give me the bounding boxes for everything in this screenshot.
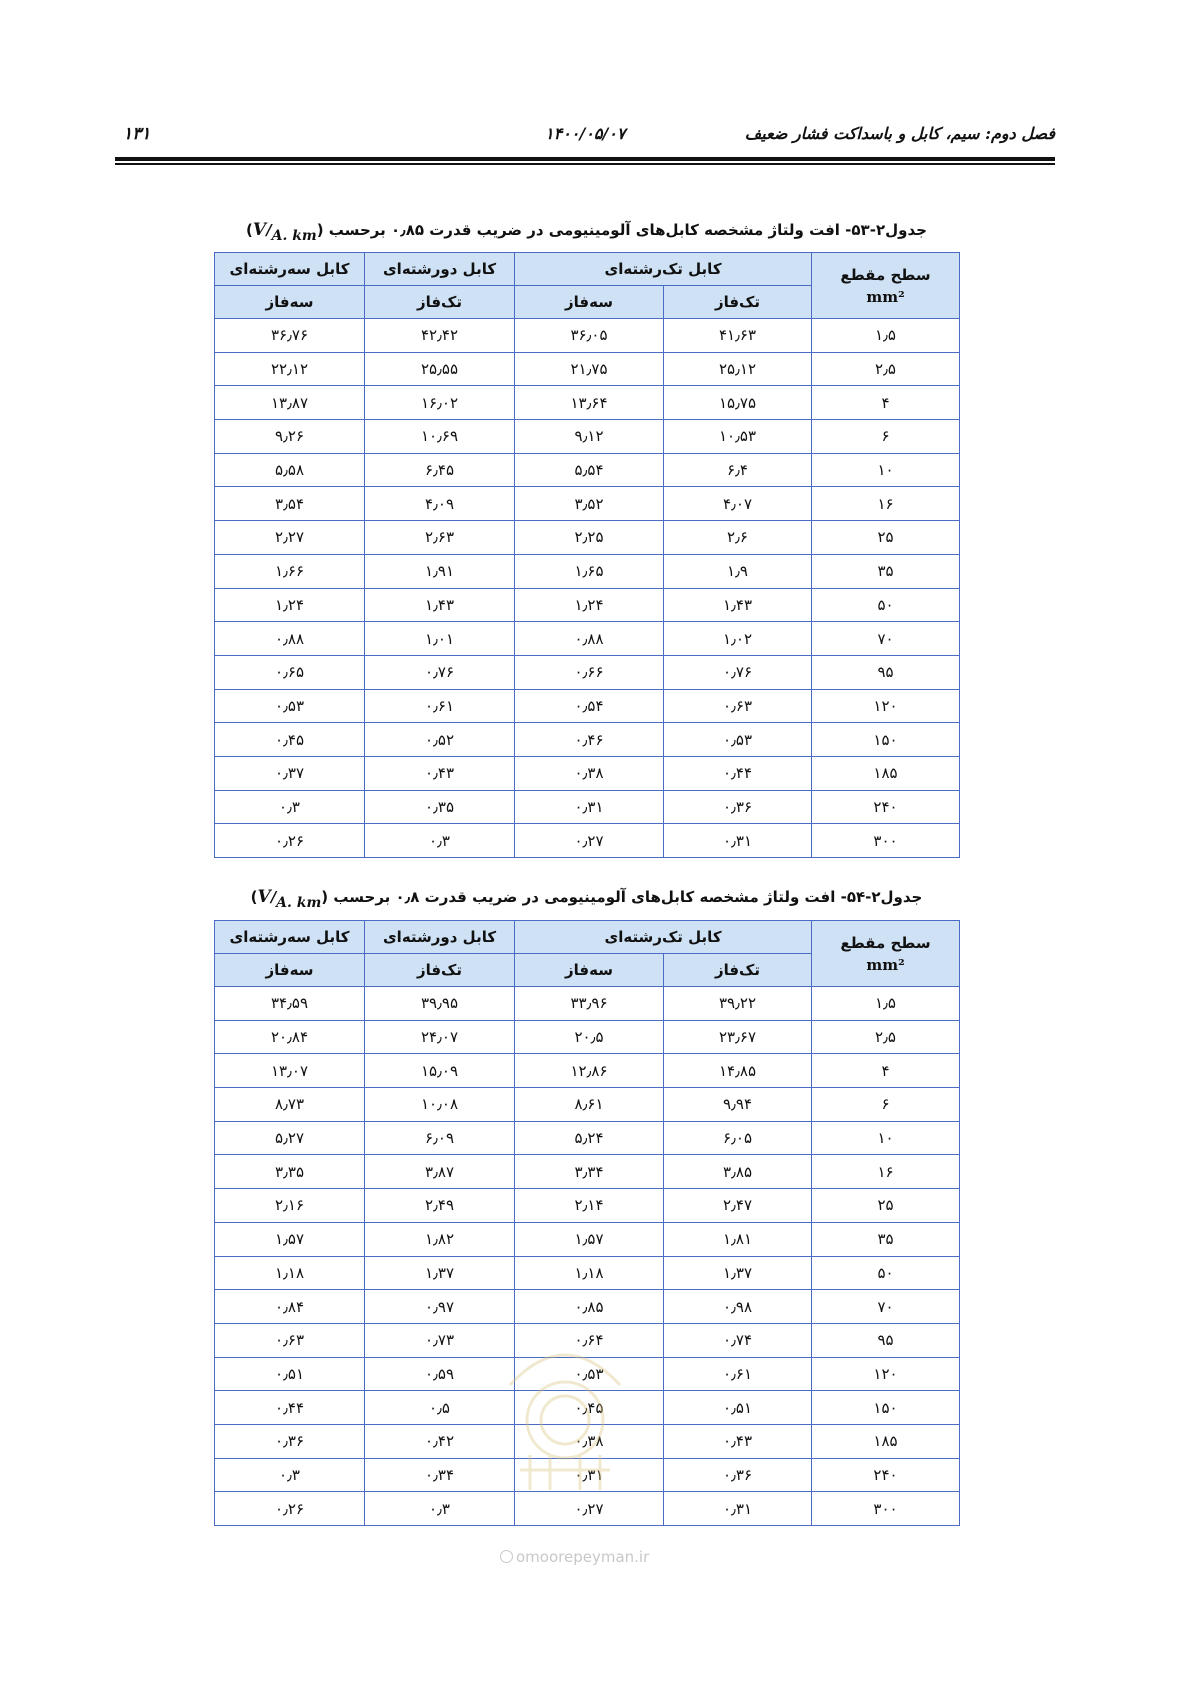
header-single-core-cable: کابل تک‌رشته‌ای	[515, 253, 812, 286]
table-row	[215, 1155, 960, 1189]
cell-single-core-single-phase: ۶٫۴	[664, 453, 812, 487]
cell-single-core-single-phase: ۰٫۳۶	[664, 1458, 812, 1492]
cell-two-core-single-phase: ۲٫۴۹	[365, 1189, 515, 1223]
cell-single-core-single-phase: ۲٫۶	[664, 521, 812, 555]
cell-cross-section: ۱۰	[812, 1121, 960, 1155]
cell-two-core-single-phase: ۱۶٫۰۲	[365, 386, 515, 420]
table-row	[215, 1256, 960, 1290]
cell-three-core-three-phase: ۲٫۲۷	[215, 521, 365, 555]
cell-single-core-three-phase: ۱٫۶۵	[515, 554, 664, 588]
table-row	[215, 1290, 960, 1324]
cell-single-core-three-phase: ۰٫۳۸	[515, 756, 664, 790]
cell-single-core-single-phase: ۱٫۹	[664, 554, 812, 588]
table-row	[215, 453, 960, 487]
caption-close: )	[246, 221, 253, 239]
header-three-core-cable: کابل سه‌رشته‌ای	[215, 921, 365, 954]
cell-single-core-three-phase: ۳٫۵۲	[515, 487, 664, 521]
cell-two-core-single-phase: ۲۵٫۵۵	[365, 352, 515, 386]
table-row	[215, 386, 960, 420]
cell-three-core-three-phase: ۰٫۸۸	[215, 622, 365, 656]
header-rule-thin	[115, 163, 1055, 165]
cell-single-core-single-phase: ۲٫۴۷	[664, 1189, 812, 1223]
cell-two-core-single-phase: ۱۰٫۰۸	[365, 1088, 515, 1122]
cell-single-core-single-phase: ۰٫۹۸	[664, 1290, 812, 1324]
table-row	[215, 554, 960, 588]
cell-single-core-three-phase: ۱۲٫۸۶	[515, 1054, 664, 1088]
cell-three-core-three-phase: ۰٫۳۶	[215, 1424, 365, 1458]
unit-numerator: V	[257, 887, 271, 907]
cell-single-core-three-phase: ۰٫۳۱	[515, 1458, 664, 1492]
cell-three-core-three-phase: ۸٫۷۳	[215, 1088, 365, 1122]
cell-two-core-single-phase: ۱٫۳۷	[365, 1256, 515, 1290]
cell-cross-section: ۶	[812, 1088, 960, 1122]
table-row	[215, 420, 960, 454]
unit-denominator: A. km	[271, 228, 317, 244]
unit-numerator: V	[252, 220, 267, 240]
cell-two-core-single-phase: ۴٫۰۹	[365, 487, 515, 521]
cell-cross-section: ۱۰	[812, 453, 960, 487]
cell-single-core-three-phase: ۵٫۲۴	[515, 1121, 664, 1155]
table-row	[215, 1121, 960, 1155]
cell-two-core-single-phase: ۰٫۴۳	[365, 756, 515, 790]
cell-two-core-single-phase: ۰٫۹۷	[365, 1290, 515, 1324]
cell-single-core-three-phase: ۰٫۲۷	[515, 824, 664, 858]
cell-two-core-single-phase: ۶٫۴۵	[365, 453, 515, 487]
table-row	[215, 655, 960, 689]
cell-two-core-single-phase: ۰٫۳	[365, 824, 515, 858]
cell-two-core-single-phase: ۱٫۰۱	[365, 622, 515, 656]
cell-cross-section: ۱۶	[812, 487, 960, 521]
watermark-icon	[500, 1550, 513, 1563]
table-row	[215, 319, 960, 353]
cell-single-core-single-phase: ۴٫۰۷	[664, 487, 812, 521]
cell-cross-section: ۱٫۵	[812, 319, 960, 353]
table-row	[215, 1492, 960, 1526]
cell-three-core-three-phase: ۰٫۵۱	[215, 1357, 365, 1391]
cell-three-core-three-phase: ۰٫۶۳	[215, 1323, 365, 1357]
cell-single-core-three-phase: ۰٫۴۶	[515, 723, 664, 757]
cell-single-core-three-phase: ۰٫۳۸	[515, 1424, 664, 1458]
header-three-phase: سه‌فاز	[515, 286, 664, 319]
cell-single-core-single-phase: ۱۴٫۸۵	[664, 1054, 812, 1088]
cell-single-core-three-phase: ۰٫۵۳	[515, 1357, 664, 1391]
cell-single-core-single-phase: ۲۵٫۱۲	[664, 352, 812, 386]
table-caption-54	[214, 885, 959, 910]
cell-single-core-single-phase: ۰٫۳۱	[664, 1492, 812, 1526]
table-row	[215, 756, 960, 790]
cell-three-core-three-phase: ۱٫۵۷	[215, 1222, 365, 1256]
cell-two-core-single-phase: ۰٫۵۹	[365, 1357, 515, 1391]
table-row	[215, 521, 960, 555]
header-single-core-cable: کابل تک‌رشته‌ای	[515, 921, 812, 954]
cell-single-core-single-phase: ۰٫۷۴	[664, 1323, 812, 1357]
cell-three-core-three-phase: ۰٫۲۶	[215, 824, 365, 858]
caption-unit: V/A. km	[252, 220, 317, 244]
header-three-phase: سه‌فاز	[515, 954, 664, 987]
cell-cross-section: ۴	[812, 386, 960, 420]
cell-single-core-single-phase: ۱٫۸۱	[664, 1222, 812, 1256]
cell-single-core-three-phase: ۱٫۲۴	[515, 588, 664, 622]
cell-cross-section: ۱٫۵	[812, 987, 960, 1021]
page-number: ۱۳۱	[123, 124, 151, 144]
cell-three-core-three-phase: ۰٫۳	[215, 790, 365, 824]
unit-denominator: A. km	[276, 895, 322, 911]
cell-three-core-three-phase: ۰٫۳	[215, 1458, 365, 1492]
cell-cross-section: ۲۵	[812, 1189, 960, 1223]
cell-single-core-single-phase: ۳٫۸۵	[664, 1155, 812, 1189]
header-three-core-three-phase: سه‌فاز	[215, 286, 365, 319]
cell-single-core-single-phase: ۱٫۴۳	[664, 588, 812, 622]
header-three-core-cable: کابل سه‌رشته‌ای	[215, 253, 365, 286]
cell-cross-section: ۴	[812, 1054, 960, 1088]
cell-two-core-single-phase: ۲٫۶۳	[365, 521, 515, 555]
table-row	[215, 588, 960, 622]
cell-single-core-three-phase: ۰٫۵۴	[515, 689, 664, 723]
cell-two-core-single-phase: ۶٫۰۹	[365, 1121, 515, 1155]
caption-text: جدول۲-۵۳- افت ولتاژ مشخصه کابل‌های آلومینیومی در ضریب قدرت ۰٫۸۵ برحسب (	[316, 221, 927, 239]
table-row	[215, 824, 960, 858]
cell-single-core-single-phase: ۰٫۳۱	[664, 824, 812, 858]
cell-two-core-single-phase: ۰٫۶۱	[365, 689, 515, 723]
cell-three-core-three-phase: ۹٫۲۶	[215, 420, 365, 454]
cell-single-core-three-phase: ۸٫۶۱	[515, 1088, 664, 1122]
cell-three-core-three-phase: ۲۰٫۸۴	[215, 1020, 365, 1054]
cell-three-core-three-phase: ۳٫۳۵	[215, 1155, 365, 1189]
cell-three-core-three-phase: ۳٫۵۴	[215, 487, 365, 521]
cell-two-core-single-phase: ۱٫۹۱	[365, 554, 515, 588]
cell-two-core-single-phase: ۳٫۸۷	[365, 1155, 515, 1189]
cell-single-core-single-phase: ۰٫۵۳	[664, 723, 812, 757]
caption-unit: V/A. km	[257, 887, 322, 911]
cell-single-core-three-phase: ۰٫۶۴	[515, 1323, 664, 1357]
header-rule-thick	[115, 157, 1055, 161]
cell-three-core-three-phase: ۵٫۵۸	[215, 453, 365, 487]
cell-single-core-three-phase: ۲٫۱۴	[515, 1189, 664, 1223]
cell-three-core-three-phase: ۱۳٫۸۷	[215, 386, 365, 420]
cell-single-core-three-phase: ۰٫۲۷	[515, 1492, 664, 1526]
cell-two-core-single-phase: ۰٫۵	[365, 1391, 515, 1425]
header-cross-section	[812, 253, 960, 319]
header-two-core-single-phase: تک‌فاز	[365, 286, 515, 319]
cell-single-core-single-phase: ۱۵٫۷۵	[664, 386, 812, 420]
cell-cross-section: ۳۵	[812, 554, 960, 588]
cell-three-core-three-phase: ۵٫۲۷	[215, 1121, 365, 1155]
cell-cross-section: ۲۴۰	[812, 1458, 960, 1492]
cell-single-core-three-phase: ۳۶٫۰۵	[515, 319, 664, 353]
cell-two-core-single-phase: ۰٫۵۲	[365, 723, 515, 757]
table-row	[215, 1222, 960, 1256]
cell-three-core-three-phase: ۱٫۶۶	[215, 554, 365, 588]
cell-single-core-three-phase: ۹٫۱۲	[515, 420, 664, 454]
cell-single-core-three-phase: ۱۳٫۶۴	[515, 386, 664, 420]
cell-two-core-single-phase: ۱٫۸۲	[365, 1222, 515, 1256]
cell-cross-section: ۵۰	[812, 1256, 960, 1290]
cell-cross-section: ۵۰	[812, 588, 960, 622]
cell-two-core-single-phase: ۰٫۷۶	[365, 655, 515, 689]
header-size-unit: mm²	[866, 287, 905, 306]
cell-single-core-single-phase: ۶٫۰۵	[664, 1121, 812, 1155]
table-row	[215, 987, 960, 1021]
cell-cross-section: ۲۴۰	[812, 790, 960, 824]
cell-single-core-three-phase: ۲۰٫۵	[515, 1020, 664, 1054]
cell-single-core-three-phase: ۵٫۵۴	[515, 453, 664, 487]
cell-cross-section: ۱۵۰	[812, 1391, 960, 1425]
header-date: ۱۴۰۰/۰۵/۰۷	[545, 124, 626, 143]
cell-two-core-single-phase: ۱۰٫۶۹	[365, 420, 515, 454]
cell-three-core-three-phase: ۰٫۲۶	[215, 1492, 365, 1526]
cell-cross-section: ۶	[812, 420, 960, 454]
cell-two-core-single-phase: ۱۵٫۰۹	[365, 1054, 515, 1088]
cell-three-core-three-phase: ۳۴٫۵۹	[215, 987, 365, 1021]
cell-three-core-three-phase: ۰٫۴۴	[215, 1391, 365, 1425]
header-cross-section	[812, 921, 960, 987]
table-row	[215, 1020, 960, 1054]
cell-single-core-single-phase: ۱۰٫۵۳	[664, 420, 812, 454]
cell-single-core-three-phase: ۲۱٫۷۵	[515, 352, 664, 386]
cell-cross-section: ۳۰۰	[812, 824, 960, 858]
cell-three-core-three-phase: ۰٫۸۴	[215, 1290, 365, 1324]
table-row	[215, 1189, 960, 1223]
voltage-drop-table-53	[214, 252, 960, 858]
caption-text: جدول۲-۵۴- افت ولتاژ مشخصه کابل‌های آلومینیومی در ضریب قدرت ۰٫۸ برحسب (	[321, 888, 923, 906]
cell-single-core-three-phase: ۱٫۵۷	[515, 1222, 664, 1256]
cell-single-core-single-phase: ۰٫۶۳	[664, 689, 812, 723]
cell-single-core-single-phase: ۴۱٫۶۳	[664, 319, 812, 353]
cell-single-core-single-phase: ۰٫۶۱	[664, 1357, 812, 1391]
cell-cross-section: ۱۵۰	[812, 723, 960, 757]
table-row	[215, 723, 960, 757]
cell-cross-section: ۳۵	[812, 1222, 960, 1256]
cell-single-core-three-phase: ۲٫۲۵	[515, 521, 664, 555]
cell-single-core-three-phase: ۰٫۳۱	[515, 790, 664, 824]
cell-three-core-three-phase: ۱٫۲۴	[215, 588, 365, 622]
table-row	[215, 689, 960, 723]
header-two-core-cable: کابل دورشته‌ای	[365, 921, 515, 954]
caption-close: )	[250, 888, 258, 906]
cell-cross-section: ۷۰	[812, 622, 960, 656]
cell-single-core-single-phase: ۰٫۴۴	[664, 756, 812, 790]
cell-single-core-three-phase: ۰٫۶۶	[515, 655, 664, 689]
cell-cross-section: ۱۲۰	[812, 689, 960, 723]
cell-cross-section: ۱۸۵	[812, 756, 960, 790]
cell-single-core-three-phase: ۰٫۴۵	[515, 1391, 664, 1425]
seal-logo-icon	[490, 1325, 640, 1495]
cell-single-core-single-phase: ۰٫۷۶	[664, 655, 812, 689]
header-two-core-cable: کابل دورشته‌ای	[365, 253, 515, 286]
header-size-unit: mm²	[866, 955, 905, 974]
cell-cross-section: ۲٫۵	[812, 1020, 960, 1054]
cell-single-core-single-phase: ۹٫۹۴	[664, 1088, 812, 1122]
table-row	[215, 1054, 960, 1088]
cell-two-core-single-phase: ۰٫۳	[365, 1492, 515, 1526]
cell-single-core-single-phase: ۰٫۵۱	[664, 1391, 812, 1425]
header-single-phase: تک‌فاز	[664, 954, 812, 987]
cell-three-core-three-phase: ۳۶٫۷۶	[215, 319, 365, 353]
cell-two-core-single-phase: ۲۴٫۰۷	[365, 1020, 515, 1054]
table-row	[215, 1088, 960, 1122]
chapter-title: فصل دوم: سیم، کابل و باسداکت فشار ضعیف	[744, 124, 1055, 143]
cell-two-core-single-phase: ۱٫۴۳	[365, 588, 515, 622]
cell-single-core-three-phase: ۰٫۸۸	[515, 622, 664, 656]
cell-single-core-single-phase: ۱٫۰۲	[664, 622, 812, 656]
cell-single-core-single-phase: ۰٫۳۶	[664, 790, 812, 824]
table-row	[215, 622, 960, 656]
cell-cross-section: ۲٫۵	[812, 352, 960, 386]
cell-cross-section: ۱۲۰	[812, 1357, 960, 1391]
watermark-text	[500, 1548, 649, 1566]
table-row	[215, 352, 960, 386]
cell-three-core-three-phase: ۰٫۵۳	[215, 689, 365, 723]
header-two-core-single-phase: تک‌فاز	[365, 954, 515, 987]
cell-two-core-single-phase: ۳۹٫۹۵	[365, 987, 515, 1021]
watermark-url: omoorepeyman.ir	[516, 1548, 650, 1566]
cell-cross-section: ۹۵	[812, 655, 960, 689]
cell-cross-section: ۲۵	[812, 521, 960, 555]
cell-single-core-single-phase: ۰٫۴۳	[664, 1424, 812, 1458]
cell-two-core-single-phase: ۴۲٫۴۲	[365, 319, 515, 353]
header-single-phase: تک‌فاز	[664, 286, 812, 319]
cell-single-core-single-phase: ۳۹٫۲۲	[664, 987, 812, 1021]
cell-single-core-three-phase: ۱٫۱۸	[515, 1256, 664, 1290]
table-row	[215, 487, 960, 521]
page-header	[115, 120, 1055, 152]
cell-single-core-single-phase: ۱٫۳۷	[664, 1256, 812, 1290]
header-size-label: سطح مقطع	[840, 265, 931, 284]
cell-three-core-three-phase: ۱٫۱۸	[215, 1256, 365, 1290]
cell-single-core-three-phase: ۳۳٫۹۶	[515, 987, 664, 1021]
header-three-core-three-phase: سه‌فاز	[215, 954, 365, 987]
cell-cross-section: ۱۶	[812, 1155, 960, 1189]
cell-cross-section: ۱۸۵	[812, 1424, 960, 1458]
header-size-label: سطح مقطع	[840, 933, 931, 952]
cell-two-core-single-phase: ۰٫۷۳	[365, 1323, 515, 1357]
cell-three-core-three-phase: ۲۲٫۱۲	[215, 352, 365, 386]
cell-three-core-three-phase: ۱۳٫۰۷	[215, 1054, 365, 1088]
cell-three-core-three-phase: ۲٫۱۶	[215, 1189, 365, 1223]
cell-cross-section: ۹۵	[812, 1323, 960, 1357]
table-row	[215, 790, 960, 824]
cell-cross-section: ۷۰	[812, 1290, 960, 1324]
cell-three-core-three-phase: ۰٫۴۵	[215, 723, 365, 757]
cell-two-core-single-phase: ۰٫۴۲	[365, 1424, 515, 1458]
cell-single-core-single-phase: ۲۳٫۶۷	[664, 1020, 812, 1054]
cell-three-core-three-phase: ۰٫۳۷	[215, 756, 365, 790]
cell-two-core-single-phase: ۰٫۳۴	[365, 1458, 515, 1492]
cell-three-core-three-phase: ۰٫۶۵	[215, 655, 365, 689]
cell-single-core-three-phase: ۰٫۸۵	[515, 1290, 664, 1324]
cell-cross-section: ۳۰۰	[812, 1492, 960, 1526]
cell-single-core-three-phase: ۳٫۳۴	[515, 1155, 664, 1189]
cell-two-core-single-phase: ۰٫۳۵	[365, 790, 515, 824]
table-caption-53	[214, 218, 959, 243]
